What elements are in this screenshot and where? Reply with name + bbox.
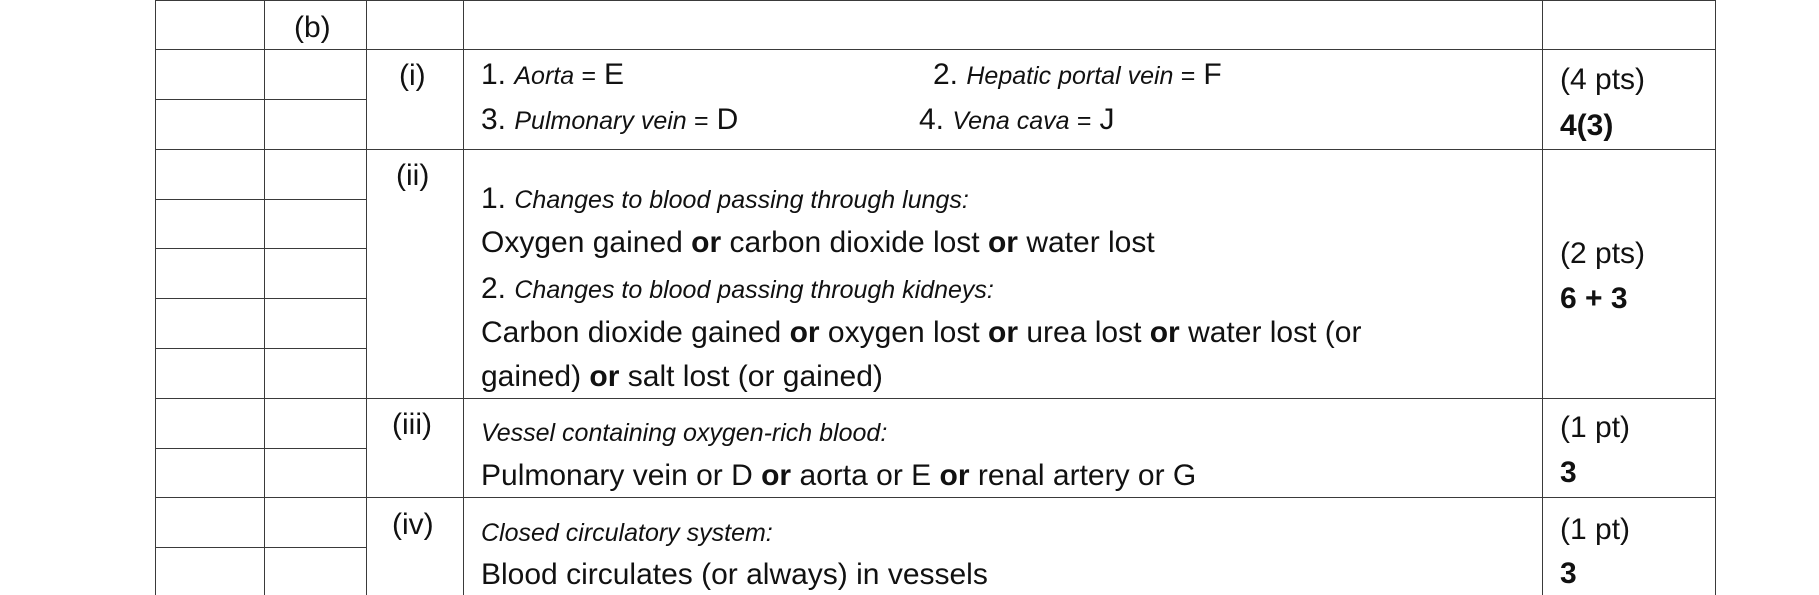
sub-row-divider: [155, 298, 366, 299]
answer-line: [481, 60, 624, 90]
answer-text: gained): [481, 360, 590, 393]
answer-text: urea lost: [1018, 316, 1150, 349]
section-heading: [481, 274, 994, 304]
points-label: (2 pts): [1560, 237, 1646, 270]
answer-text: aorta or E: [791, 459, 940, 492]
or-connector: or: [691, 226, 722, 259]
mark-code: 6 + 3: [1560, 282, 1628, 315]
sub-row-divider: [155, 199, 366, 200]
answer-name: Vena cava =: [952, 107, 1092, 135]
heading-number: 2.: [481, 272, 507, 305]
subpart-label: (ii): [396, 159, 430, 192]
table-border-top: [155, 0, 1715, 1]
mark-code: 4(3): [1560, 109, 1614, 142]
answer-letter: E: [604, 58, 625, 91]
answer-text: oxygen lost: [819, 316, 988, 349]
heading-text: Changes to blood passing through kidneys:: [514, 276, 994, 304]
points-label: (1 pt): [1560, 411, 1631, 444]
section-heading: Closed circulatory system:: [481, 519, 773, 547]
or-connector: or: [987, 226, 1018, 259]
answer-text: carbon dioxide lost: [721, 226, 988, 259]
answer-letter: J: [1099, 103, 1115, 136]
answer-text: Pulmonary vein or D: [481, 459, 762, 492]
answer-number: 4.: [919, 103, 945, 136]
answer-line: [933, 60, 1222, 90]
answer-line: [481, 105, 738, 135]
or-connector: or: [789, 316, 820, 349]
or-connector: or: [988, 316, 1018, 349]
answer-letter: D: [716, 103, 739, 136]
part-label: (b): [294, 11, 331, 44]
answer-name: Pulmonary vein =: [514, 107, 709, 135]
answer-line: [481, 461, 1196, 491]
subpart-label: (i): [399, 59, 426, 92]
column-divider: [1542, 0, 1543, 595]
section-heading: Vessel containing oxygen-rich blood:: [481, 419, 888, 447]
subpart-label: (iv): [392, 508, 434, 541]
table-border-right: [1715, 0, 1716, 595]
row-divider: [155, 49, 1715, 50]
answer-line: Blood circulates (or always) in vessels: [481, 558, 988, 591]
mark-code: 3: [1560, 557, 1577, 590]
answer-number: 2.: [933, 58, 959, 91]
sub-row-divider: [155, 348, 366, 349]
mark-code: 3: [1560, 456, 1577, 489]
answer-line: [919, 105, 1114, 135]
section-heading: [481, 184, 969, 214]
answer-line: [481, 228, 1155, 258]
or-connector: or: [1149, 316, 1180, 349]
answer-name: Hepatic portal vein =: [966, 62, 1195, 90]
sub-row-divider: [155, 547, 366, 548]
answer-text: Carbon dioxide gained: [481, 316, 790, 349]
sub-row-divider: [155, 248, 366, 249]
sub-row-divider: [155, 99, 366, 100]
row-divider: [155, 149, 1715, 150]
or-connector: or: [589, 360, 620, 393]
answer-line: [481, 318, 1361, 348]
answer-letter: F: [1203, 58, 1222, 91]
points-label: (4 pts): [1560, 63, 1646, 96]
row-divider: [155, 398, 1715, 399]
column-divider: [366, 0, 367, 595]
answer-text: salt lost (or gained): [619, 360, 883, 393]
answer-text: renal artery or G: [969, 459, 1197, 492]
answer-text: Oxygen gained: [481, 226, 692, 259]
or-connector: or: [939, 459, 970, 492]
answer-number: 1.: [481, 58, 507, 91]
subpart-label: (iii): [392, 408, 432, 441]
or-connector: or: [761, 459, 792, 492]
heading-number: 1.: [481, 182, 507, 215]
sub-row-divider: [155, 448, 366, 449]
answer-text: water lost: [1017, 226, 1155, 259]
answer-text: water lost (or: [1179, 316, 1362, 349]
answer-line: [481, 362, 883, 392]
points-label: (1 pt): [1560, 513, 1631, 546]
answer-name: Aorta =: [514, 62, 596, 90]
column-divider: [463, 0, 464, 595]
heading-text: Changes to blood passing through lungs:: [514, 186, 969, 214]
row-divider: [155, 497, 1715, 498]
answer-number: 3.: [481, 103, 507, 136]
